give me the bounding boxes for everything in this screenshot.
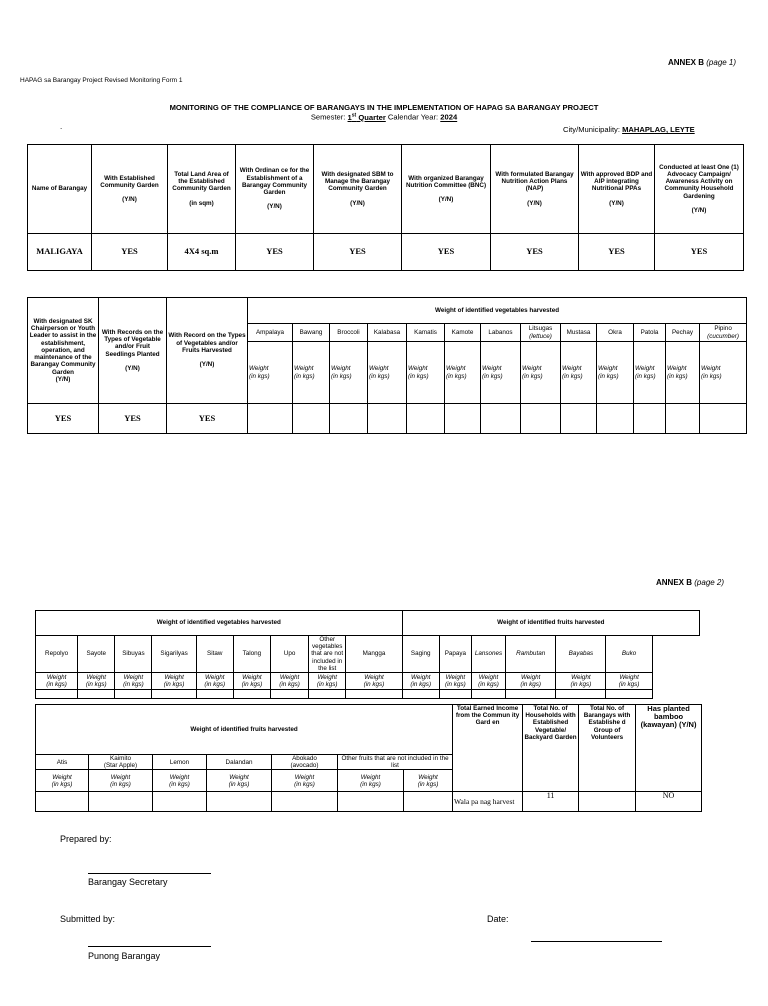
table2-header-row [28, 298, 747, 324]
veg-name-cell: Other vegetables that are not included in the list [309, 636, 346, 673]
veg-name: Pechay [671, 328, 693, 336]
veg-sub-name: (cucumber) [707, 332, 739, 340]
prepared-signature-line [88, 873, 211, 874]
weight-unit-cell: Weight (in kgs) [521, 342, 561, 404]
empty-cell [89, 792, 153, 812]
weight-unit-cell: Weight (in kgs) [293, 342, 330, 404]
weight-unit-cell: Weight (in kgs) [196, 673, 233, 690]
empty-cell [36, 792, 89, 812]
t1-cell-barangay: MALIGAYA [28, 234, 92, 271]
bullet-mark: . [60, 122, 63, 131]
t2-header-cell: With Record on the Types of Vegetables and/or Fruits Harvested (Y/N) [167, 298, 248, 404]
veg-name-cell [666, 324, 700, 342]
submitted-role: Punong Barangay [88, 951, 161, 961]
weight-unit-cell: Weight (in kgs) [471, 673, 505, 690]
empty-cell [152, 690, 196, 699]
t2-header-cell: With designated SK Chairperson or Youth Leader to assist in the establishment, operation, and maintenance of the Barangay Community Garden (Y/N) [28, 298, 99, 404]
weight-unit-cell: Weight (in kgs) [439, 673, 471, 690]
empty-cell [248, 404, 293, 434]
empty-cell [153, 792, 207, 812]
t4-group-fruit: Weight of identified fruits harvested [36, 705, 453, 755]
page-title: MONITORING OF THE COMPLIANCE OF BARANGAYS IN THE IMPLEMENTATION OF HAPAG SA BARANGAY PROJECT [169, 103, 599, 112]
t1-header-cell: With formulated Barangay Nutrition Action Plans (NAP) (Y/N) [491, 145, 579, 234]
veg-name-cell: Sayote [78, 636, 115, 673]
table-compliance-2 [27, 297, 747, 434]
veg-name-cell: Sibuyas [115, 636, 152, 673]
empty-cell [309, 690, 346, 699]
veg-name: Kamote [451, 328, 474, 336]
prepared-by-label: Prepared by: [60, 834, 112, 844]
veg-name: Labanos [488, 328, 513, 336]
weight-unit-cell: Weight (in kgs) [506, 673, 556, 690]
empty-cell [407, 404, 445, 434]
t1-cell: YES [314, 234, 402, 271]
empty-cell [270, 690, 308, 699]
table-row [36, 690, 700, 699]
empty-cell [445, 404, 481, 434]
weight-unit-cell: Weight (in kgs) [561, 342, 597, 404]
fruit-name-cell: Bayabas [556, 636, 606, 673]
weight-unit-cell: Weight (in kgs) [89, 770, 153, 792]
empty-cell [481, 404, 521, 434]
empty-cell [233, 690, 270, 699]
t3-group-veg: Weight of identified vegetables harvested [36, 611, 403, 636]
fruit-name-cell: Lansones [471, 636, 505, 673]
veg-name-cell: Sitaw [196, 636, 233, 673]
t2-cell: YES [28, 404, 99, 434]
weight-unit-cell: Weight (in kgs) [309, 673, 346, 690]
veg-name-cell [521, 324, 561, 342]
veg-name: Mustasa [566, 328, 591, 336]
weight-unit-cell: Weight (in kgs) [115, 673, 152, 690]
table-harvest-4 [35, 704, 702, 812]
t4-header-barangays: Total No. of Barangays with Establishe d Group of Volunteers [579, 705, 636, 792]
veg-name: Ampalaya [255, 328, 284, 336]
submitted-signature-line [88, 946, 211, 947]
t1-header-cell: With designated SBM to Manage the Barangay Community Garden (Y/N) [314, 145, 402, 234]
weight-unit-cell: Weight (in kgs) [270, 673, 308, 690]
empty-cell [36, 690, 78, 699]
veg-name: Kalabasa [373, 328, 401, 336]
empty-cell [330, 404, 368, 434]
t3-group-fruit: Weight of identified fruits harvested [402, 611, 699, 636]
veg-name-cell: Upo [270, 636, 308, 673]
weight-unit-cell: Weight (in kgs) [666, 342, 700, 404]
veg-name: Patola [640, 328, 659, 336]
date-label: Date: [487, 914, 509, 924]
empty-cell [404, 792, 453, 812]
empty-cell [606, 690, 652, 699]
empty-cell [634, 404, 666, 434]
weight-unit-cell: Weight (in kgs) [152, 673, 196, 690]
empty-cell [346, 690, 402, 699]
table3-name-row [36, 636, 700, 673]
veg-name: Broccoli [337, 328, 360, 336]
weight-unit-cell: Weight (in kgs) [207, 770, 272, 792]
table4-header-row [36, 705, 702, 755]
fruit-name-cell: Atis [36, 755, 89, 770]
veg-name: Okra [608, 328, 622, 336]
prepared-role: Barangay Secretary [88, 877, 168, 887]
fruit-name-cell: Lemon [153, 755, 207, 770]
table3-group-row [36, 611, 700, 636]
fruit-name-cell: Other fruits that are not included in the list [338, 755, 453, 770]
empty-cell [471, 690, 505, 699]
empty-cell [666, 404, 700, 434]
t2-cell: YES [167, 404, 248, 434]
empty-cell [196, 690, 233, 699]
t1-header-cell: With Established Community Garden (Y/N) [92, 145, 168, 234]
weight-unit-cell: Weight (in kgs) [272, 770, 338, 792]
t1-header-cell: Conducted at least One (1) Advocacy Campaign/ Awareness Activity on Community Household Gardening (Y/N) [655, 145, 744, 234]
weight-unit-cell: Weight (in kgs) [700, 342, 747, 404]
veg-name-cell [481, 324, 521, 342]
veg-name: Litsugas [528, 325, 553, 333]
weight-unit-cell: Weight (in kgs) [445, 342, 481, 404]
city-line: City/Municipality: MAHAPLAG, LEYTE [563, 125, 695, 134]
fruit-name-cell: Mangga [346, 636, 402, 673]
veg-name-cell [293, 324, 330, 342]
weight-unit-cell: Weight (in kgs) [78, 673, 115, 690]
empty-cell [338, 792, 404, 812]
table-harvest-3 [35, 610, 700, 699]
fruit-name-cell: Rambutan [506, 636, 556, 673]
t4-cell-bamboo: NO [636, 792, 702, 812]
weight-unit-cell: Weight (in kgs) [402, 673, 439, 690]
empty-cell [78, 690, 115, 699]
t1-header-cell: With organized Barangay Nutrition Committee (BNC) (Y/N) [402, 145, 491, 234]
t1-cell: YES [402, 234, 491, 271]
table3-weight-row [36, 673, 700, 690]
table1-header-row [28, 145, 744, 234]
t2-header-cell: With Records on the Types of Vegetable and/or Fruit Seedlings Planted (Y/N) [99, 298, 167, 404]
empty-cell [293, 404, 330, 434]
fruit-name-cell: Kaimito (Star Apple) [89, 755, 153, 770]
table-row [28, 404, 747, 434]
weight-unit-cell: Weight (in kgs) [330, 342, 368, 404]
t4-cell-households: 11 [523, 792, 579, 812]
date-line [531, 941, 662, 942]
t1-header-cell: With approved BDP and AIP integrating Nutritional PPAs (Y/N) [579, 145, 655, 234]
weight-unit-cell: Weight (in kgs) [606, 673, 652, 690]
table-row [36, 792, 702, 812]
veg-name-cell [330, 324, 368, 342]
table-row [28, 234, 744, 271]
weight-unit-cell: Weight (in kgs) [346, 673, 402, 690]
veg-name: Pipino [714, 325, 732, 333]
empty-cell [700, 404, 747, 434]
fruit-name-cell: Papaya [439, 636, 471, 673]
veg-name-cell [700, 324, 747, 342]
veg-name-cell [407, 324, 445, 342]
weight-unit-cell: Weight (in kgs) [556, 673, 606, 690]
empty-cell [439, 690, 471, 699]
weight-unit-cell: Weight (in kgs) [481, 342, 521, 404]
t1-header-cell: Name of Barangay [28, 145, 92, 234]
annex-label-page1: ANNEX B (page 1) [668, 58, 737, 67]
weight-unit-cell: Weight (in kgs) [407, 342, 445, 404]
veg-name-cell [248, 324, 293, 342]
fruit-name-cell: Dalandan [207, 755, 272, 770]
weight-unit-cell: Weight (in kgs) [36, 770, 89, 792]
empty-cell [368, 404, 407, 434]
submitted-by-label: Submitted by: [60, 914, 116, 924]
weight-unit-cell: Weight (in kgs) [233, 673, 270, 690]
veg-name-cell: Talong [233, 636, 270, 673]
veg-name-cell [445, 324, 481, 342]
t2-group-header: Weight of identified vegetables harvested [248, 298, 747, 324]
veg-name-cell [561, 324, 597, 342]
weight-unit-cell: Weight (in kgs) [597, 342, 634, 404]
annex-label-page2: ANNEX B (page 2) [656, 578, 725, 587]
weight-unit-cell: Weight (in kgs) [634, 342, 666, 404]
fruit-name-cell: Buko [606, 636, 652, 673]
t1-cell: YES [655, 234, 744, 271]
t1-header-cell: With Ordinan ce for the Establishment of a Barangay Community Garden (Y/N) [236, 145, 314, 234]
empty-cell [207, 792, 272, 812]
weight-unit-cell: Weight (in kgs) [368, 342, 407, 404]
veg-name-cell: Sigarilyas [152, 636, 196, 673]
t4-header-income: Total Earned Income from the Commun ity Gard en [453, 705, 523, 792]
t1-header-cell: Total Land Area of the Established Community Garden (in sqm) [168, 145, 236, 234]
semester-line: Semester: 1st Quarter Calendar Year: 2024 [310, 112, 458, 122]
veg-name: Kamatis [414, 328, 437, 336]
empty-cell [272, 792, 338, 812]
empty-cell [597, 404, 634, 434]
empty-cell [115, 690, 152, 699]
t1-cell: YES [236, 234, 314, 271]
t1-cell: 4X4 sq.m [168, 234, 236, 271]
form-name: HAPAG sa Barangay Project Revised Monitoring Form 1 [20, 77, 183, 84]
empty-cell [506, 690, 556, 699]
fruit-name-cell: Abokado (avocado) [272, 755, 338, 770]
fruit-name-cell: Saging [402, 636, 439, 673]
veg-name-cell: Repolyo [36, 636, 78, 673]
veg-name-cell [368, 324, 407, 342]
empty-cell [402, 690, 439, 699]
t4-header-bamboo: Has planted bamboo (kawayan) (Y/N) [636, 705, 702, 792]
t1-cell: YES [92, 234, 168, 271]
weight-unit-cell: Weight (in kgs) [153, 770, 207, 792]
veg-name-cell [634, 324, 666, 342]
weight-unit-cell: Weight (in kgs) [248, 342, 293, 404]
t4-header-households: Total No. of Households with Established Vegetable/ Backyard Garden [523, 705, 579, 792]
t4-cell-barangays [579, 792, 636, 812]
t2-cell: YES [99, 404, 167, 434]
weight-unit-cell: Weight (in kgs) [338, 770, 404, 792]
empty-cell [521, 404, 561, 434]
empty-cell [561, 404, 597, 434]
veg-name-cell [597, 324, 634, 342]
weight-unit-cell: Weight (in kgs) [404, 770, 453, 792]
t1-cell: YES [491, 234, 579, 271]
table-compliance-1 [27, 144, 744, 271]
empty-cell [556, 690, 606, 699]
weight-unit-cell: Weight (in kgs) [36, 673, 78, 690]
veg-name: Bawang [299, 328, 323, 336]
t1-cell: YES [579, 234, 655, 271]
veg-sub-name: (lettuce) [529, 332, 552, 340]
t4-cell-income: Wala pa nag harvest [453, 792, 523, 812]
